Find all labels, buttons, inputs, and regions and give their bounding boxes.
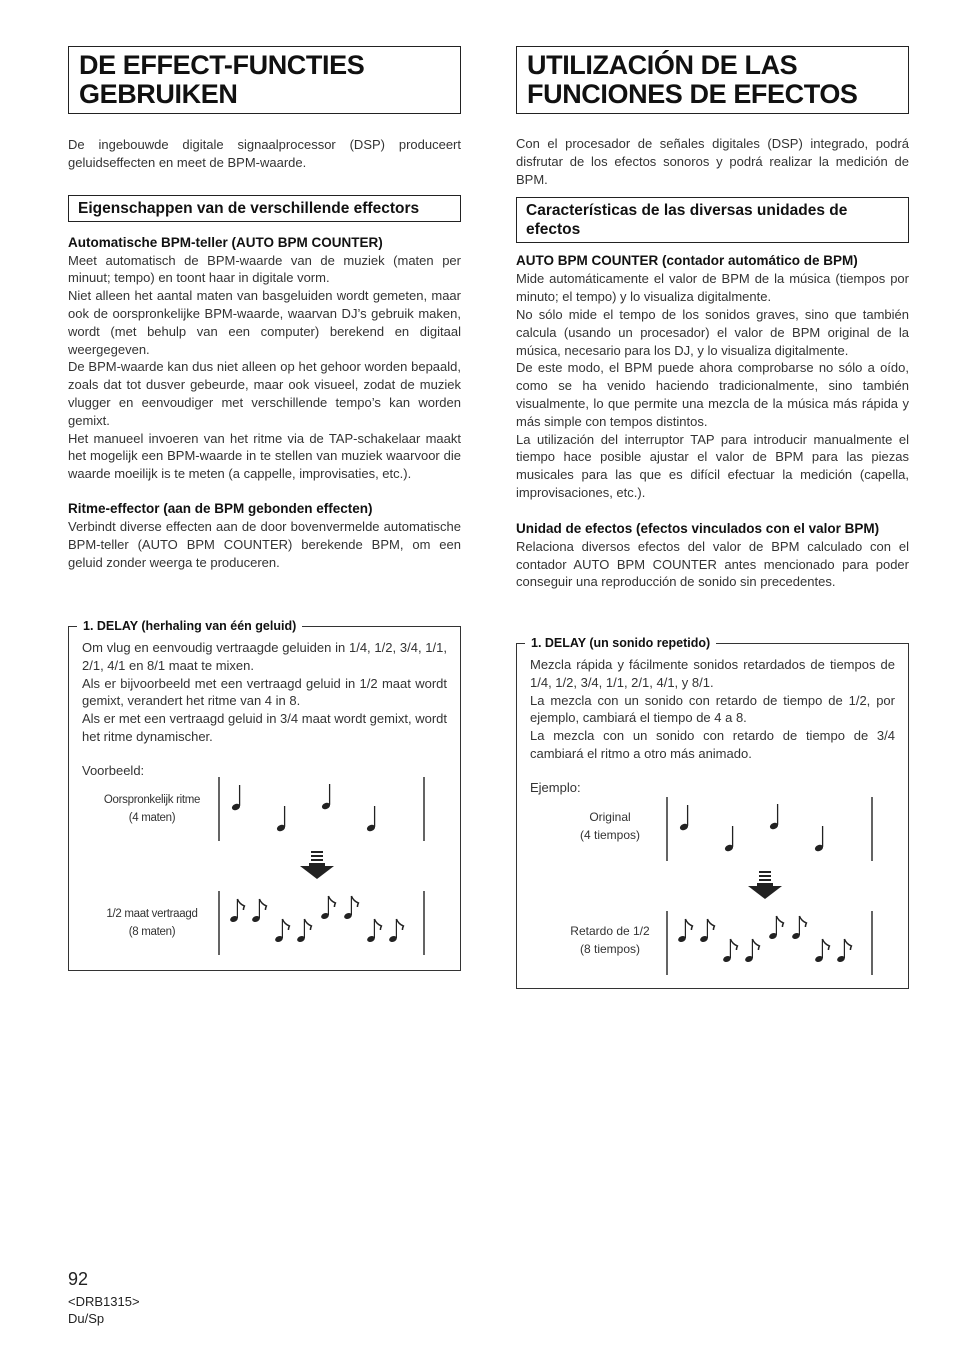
row2-title-dutch: 1/2 maat vertraagd: [106, 908, 198, 920]
eighth-note-icon: [343, 896, 358, 920]
quarter-note-icon: [814, 826, 824, 852]
eighth-note-icon: [744, 939, 759, 963]
delay-label-dutch: 1. DELAY (herhaling van één geluid): [77, 617, 302, 635]
eighth-note-icon: [791, 916, 806, 940]
bpm-paragraph-dutch: Meet automatisch de BPM-waarde van de muziek (maten per minuut; tempo) en toont haar in digitale vorm.: [68, 252, 461, 286]
row1-title-spanish: Original: [589, 810, 631, 824]
quarter-note-icon: [231, 785, 241, 811]
row2-label-dutch: [91, 905, 213, 941]
example-label-spanish: Ejemplo:: [530, 780, 581, 795]
eighth-note-icon: [296, 919, 311, 943]
delay-paragraph-spanish: La mezcla con un sonido con retardo de tiempo de 1/2, por ejemplo, cambiará el tiempo de 4 a 8.: [530, 692, 895, 726]
quarter-note-icon: [276, 806, 286, 832]
row1-sub-spanish: (4 tiempos): [579, 828, 641, 842]
rhythm-diagram-dutch: [214, 773, 434, 963]
eighth-note-icon: [722, 939, 737, 963]
row1-title-dutch: Oorspronkelijk ritme: [103, 794, 201, 806]
doc-code: <DRB1315>: [68, 1294, 140, 1309]
delay-box-spanish: [516, 636, 909, 989]
intro-text-dutch: De ingebouwde digitale signaalprocessor (DSP) produceert geluidseffecten en meet de BPM-waarde.: [68, 137, 461, 170]
example-label-dutch: Voorbeeld:: [82, 763, 145, 778]
delay-paragraph-dutch: Als er met een vertraagd geluid in 3/4 maat wordt gemixt, wordt het ritme dynamischer.: [82, 711, 447, 744]
delay-text-dutch: [82, 639, 447, 746]
delay-paragraph-spanish: Mezcla rápida y fácilmente sonidos retardados de tiempos de 1/4, 1/2, 3/4, 1/1, 2/1, 4/1, y 8/1.: [530, 657, 895, 690]
rhythm-text-spanish: Relaciona diversos efectos del valor de BPM calculado con el contador AUTO BPM COUNTER antes mencionado para poder conseguir una reproducción de sonido sin precedentes.: [516, 538, 909, 590]
row2-sub-spanish: (8 tiempos): [579, 942, 641, 956]
bpm-paragraph-dutch: Het manueel invoeren van het ritme via de TAP-schakelaar maakt het mogelijk een BPM-waarde in te stellen van muziek waarvoor die waarde moeilijk is te meten (a cappelle, improvisaties, etc.).: [68, 430, 461, 482]
page-title-dutch: DE EFFECT-FUNCTIES GEBRUIKEN: [68, 46, 461, 114]
rhythm-diagram-spanish: [662, 793, 882, 983]
column-dutch: [68, 46, 461, 571]
rhythm-text-dutch: Verbindt diverse effecten aan de door bovenvermelde automatische BPM-teller (AUTO BPM COUNTER) berekende BPM, om een geluid zonder weerga te produceren.: [68, 518, 461, 570]
delay-paragraph-spanish: La mezcla con un sonido con retardo de tiempo de 3/4 cambiará el ritmo a otro más animado.: [530, 728, 895, 761]
delay-paragraph-dutch: Als er bijvoorbeeld met een vertraagd geluid in 1/2 maat wordt gemixt, verandert het ritme van 4 in 8.: [82, 675, 447, 709]
quarter-note-icon: [769, 804, 779, 830]
eighth-note-icon: [814, 939, 829, 963]
eighth-note-icon: [699, 919, 714, 943]
eighth-note-icon: [677, 919, 692, 943]
row1-label-dutch: [91, 791, 213, 827]
delay-text-spanish: [530, 656, 895, 763]
bpm-paragraph-spanish: De este modo, el BPM puede ahora comprobarse no sólo a oído, como se ha venido haciendo tradicionalmente, sino también visualmente, lo que permite una mezcla de la música más rápida y más simple con tempos distintos.: [516, 360, 909, 429]
row1-sub-dutch: (4 maten): [128, 812, 176, 824]
quarter-note-icon: [321, 784, 331, 810]
quarter-note-icon: [724, 826, 734, 852]
eighth-note-icon: [251, 899, 266, 923]
column-spanish: [516, 46, 909, 591]
bpm-paragraph-spanish: No sólo mide el tempo de los sonidos graves, sino que también calcula (usando un procesador) el valor de BPM original de la música, necesario para los DJ, y lo visualiza digitalmente.: [516, 306, 909, 358]
delay-paragraph-dutch: Om vlug en eenvoudig vertraagde geluiden in 1/4, 1/2, 3/4, 1/1, 2/1, 4/1 en 8/1 maat te mixen.: [82, 640, 447, 673]
eighth-note-icon: [274, 919, 289, 943]
eighth-note-icon: [388, 919, 403, 943]
arrow-down-icon: [300, 851, 334, 879]
arrow-down-icon: [748, 871, 782, 899]
row2-title-spanish: Retardo de 1/2: [570, 924, 650, 938]
delay-label-spanish: 1. DELAY (un sonido repetido): [525, 634, 716, 652]
page-title-spanish: UTILIZACIÓN DE LAS FUNCIONES DE EFECTOS: [516, 46, 909, 114]
eighth-note-icon: [229, 899, 244, 923]
page-number: 92: [68, 1269, 89, 1289]
row1-label-spanish: [557, 808, 663, 844]
bpm-paragraph-spanish: La utilización del interruptor TAP para introducir manualmente el tiempo hace posible ajustar el valor de BPM para las piezas musicales para las que es difícil efectuar la medición (capella, improvisaciones, etc.).: [516, 431, 909, 500]
row2-label-spanish: [557, 922, 663, 958]
eighth-note-icon: [836, 939, 851, 963]
quarter-note-icon: [366, 806, 376, 832]
bpm-paragraph-spanish: Mide automáticamente el valor de BPM de la música (tiempos por minuto; el tempo) y lo visualiza digitalmente.: [516, 271, 909, 305]
bpm-paragraph-dutch: De BPM-waarde kan dus niet alleen op het gehoor worden bepaald, zoals dat tot dusver gebeurde, maar ook visueel, zodat de muziek vlugger en eenvoudiger met verschillende tempo’s kan worden gemixt.: [68, 359, 461, 428]
delay-box-dutch: [68, 619, 461, 971]
rhythm-diagram-graphic: [667, 797, 872, 975]
eighth-note-icon: [768, 916, 783, 940]
rhythm-diagram-graphic: [219, 777, 424, 955]
eighth-note-icon: [366, 919, 381, 943]
eighth-note-icon: [320, 896, 335, 920]
row2-sub-dutch: (8 maten): [128, 926, 176, 938]
rhythm-heading-dutch: Ritme-effector (aan de BPM gebonden effecten): [68, 500, 373, 516]
intro-text-spanish: Con el procesador de señales digitales (DSP) integrado, podrá disfrutar de los efectos sonoros y podrá realizar la medición de BPM.: [516, 136, 909, 187]
bpm-paragraph-dutch: Niet alleen het aantal maten van basgeluiden wordt gemeten, maar ook de oorspronkelijke BPM-waarde, waarvan DJ’s gebruik maken, wordt (met behulp van een computer) berekend en digitaal weergegeven.: [68, 288, 461, 357]
section-title-spanish: Características de las diversas unidades de efectos: [516, 197, 909, 243]
quarter-note-icon: [679, 805, 689, 831]
rhythm-heading-spanish: Unidad de efectos (efectos vinculados con el valor BPM): [516, 520, 880, 536]
language-code: Du/Sp: [68, 1311, 105, 1326]
section-title-dutch: Eigenschappen van de verschillende effectors: [68, 195, 461, 222]
bpm-heading-spanish: AUTO BPM COUNTER (contador automático de BPM): [516, 253, 858, 269]
bpm-heading-dutch: Automatische BPM-teller (AUTO BPM COUNTER): [68, 234, 383, 250]
